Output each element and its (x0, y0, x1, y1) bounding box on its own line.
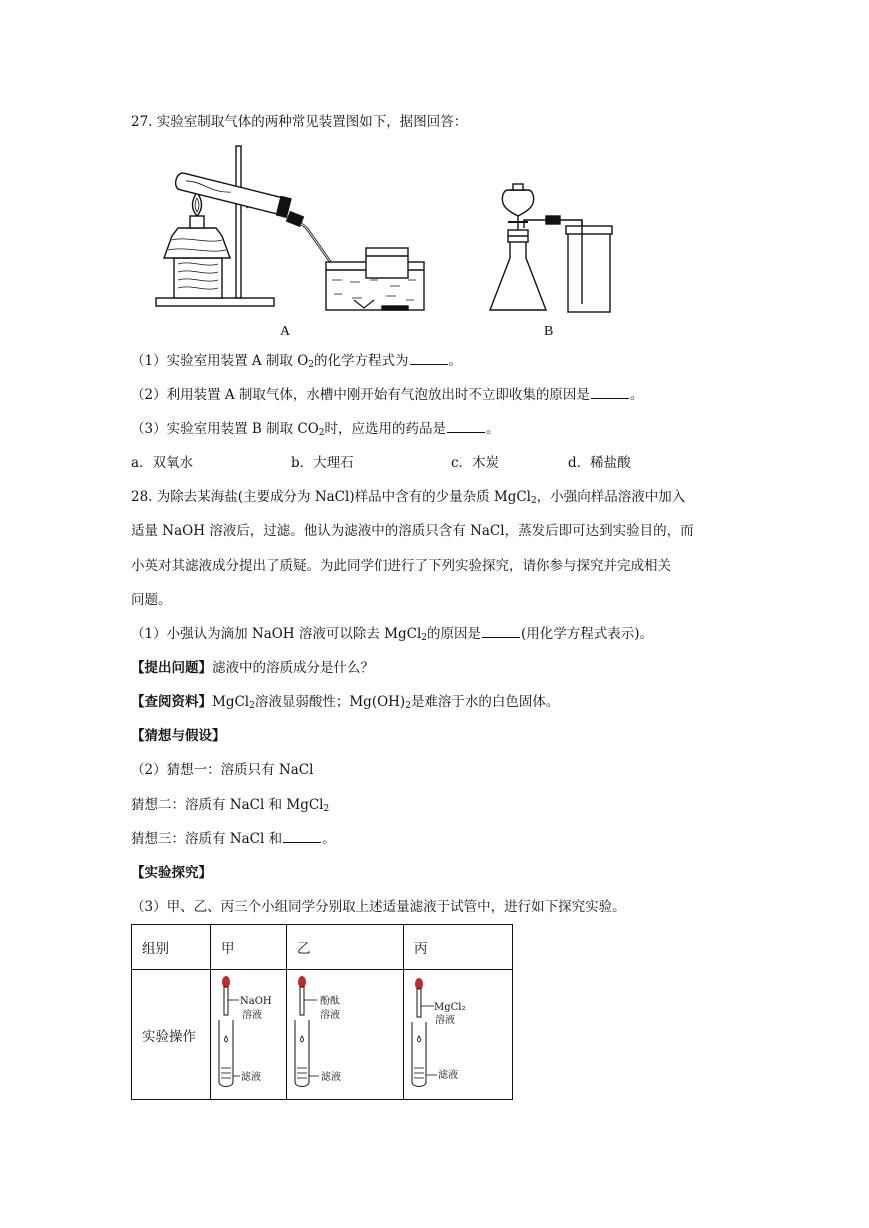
table-header-cell: 丙 (404, 925, 513, 970)
q28-line4: 问题。 (131, 592, 172, 608)
table-header-row (132, 925, 513, 970)
experiment-table (131, 924, 513, 1100)
dropper-test-tube-icon (404, 970, 479, 1095)
q28-part3: （3）甲、乙、丙三个小组同学分别取上述适量滤液于试管中，进行如下探究实验。 (131, 899, 626, 915)
q27-part1: （1）实验室用装置 A 制取 $O_2$的化学方程式为 。 (131, 353, 463, 370)
reagent-suffix: 溶液 (242, 1010, 262, 1021)
table-header-cell: 乙 (287, 925, 404, 970)
table-row (132, 970, 513, 1100)
answer-blank[interactable] (283, 830, 321, 843)
q28-experiment-heading: 【实验探究】 (131, 865, 212, 881)
q27-stem: 27. 实验室制取气体的两种常见装置图如下，据图回答： (131, 114, 468, 130)
q28-ask: 【提出问题】滤液中的溶质成分是什么？ (131, 660, 374, 676)
q28-line2: 适量 NaOH 溶液后，过滤。他认为滤液中的溶质只含有 NaCl，蒸发后即可达到实验目的，而 (131, 523, 694, 539)
q27-part3: （3）实验室用装置 B 制取 $CO_2$时，应选用的药品是 。 (131, 421, 500, 438)
q28-reference: 【查阅资料】MgCl$_2$溶液显弱酸性；$Mg(OH)_2$是难溶于水的白色固体。 (131, 694, 560, 711)
reagent-label: NaOH (240, 996, 272, 1007)
table-header-cell: 甲 (211, 925, 287, 970)
figure-label-b: B (544, 324, 554, 339)
q27-option-c: c．木炭 (451, 455, 500, 471)
dropper-test-tube-icon (287, 970, 362, 1095)
reagent-suffix: 溶液 (435, 1015, 455, 1026)
tube-cell-yi (287, 970, 404, 1100)
reagent-label: 酚酞 (320, 996, 340, 1007)
q27-option-a: a．双氧水 (131, 455, 194, 471)
apparatus-a (156, 146, 424, 310)
q28-hypothesis-3: 猜想三：溶质有 NaCl 和 。 (131, 831, 336, 847)
table-header-cell: 组别 (132, 925, 211, 970)
q28-line1: 28. 为除去某海盐(主要成分为 NaCl)样品中含有的少量杂质 MgCl$_2$，小强向样品溶液中加入 (131, 489, 686, 506)
filtrate-label: 滤液 (321, 1072, 341, 1083)
reagent-label: MgCl₂ (434, 1002, 466, 1013)
dropper-test-tube-icon (211, 970, 286, 1095)
q27-option-b: b．大理石 (291, 455, 354, 471)
answer-blank[interactable] (410, 352, 448, 365)
answer-blank[interactable] (447, 420, 485, 433)
tube-cell-jia (211, 970, 287, 1100)
tube-cell-bing (404, 970, 513, 1100)
row-label: 实验操作 (132, 970, 211, 1100)
q28-hypothesis-1: （2）猜想一：溶质只有 NaCl (131, 762, 314, 778)
apparatus-b (490, 184, 612, 312)
filtrate-label: 滤液 (438, 1070, 458, 1081)
q28-line3: 小英对其滤液成分提出了质疑。为此同学们进行了下列实验探究，请你参与探究并完成相关 (131, 558, 671, 574)
q28-part1: （1）小强认为滴加 NaOH 溶液可以除去 MgCl$_2$的原因是 (用化学方程式表示)。 (131, 626, 654, 643)
answer-blank[interactable] (591, 386, 629, 399)
answer-blank[interactable] (482, 625, 520, 638)
figure-label-a: A (280, 324, 291, 339)
q27-part2: （2）利用装置 A 制取气体，水槽中刚开始有气泡放出时不立即收集的原因是 。 (131, 387, 644, 403)
filtrate-label: 滤液 (241, 1072, 261, 1083)
reagent-suffix: 溶液 (320, 1010, 340, 1021)
apparatus-figure (150, 140, 620, 345)
q27-option-d: d．稀盐酸 (568, 455, 631, 471)
q28-hypothesis-2: 猜想二：溶质有 NaCl 和 MgCl$_2$ (131, 797, 330, 814)
q28-hypothesis-heading: 【猜想与假设】 (131, 728, 226, 744)
